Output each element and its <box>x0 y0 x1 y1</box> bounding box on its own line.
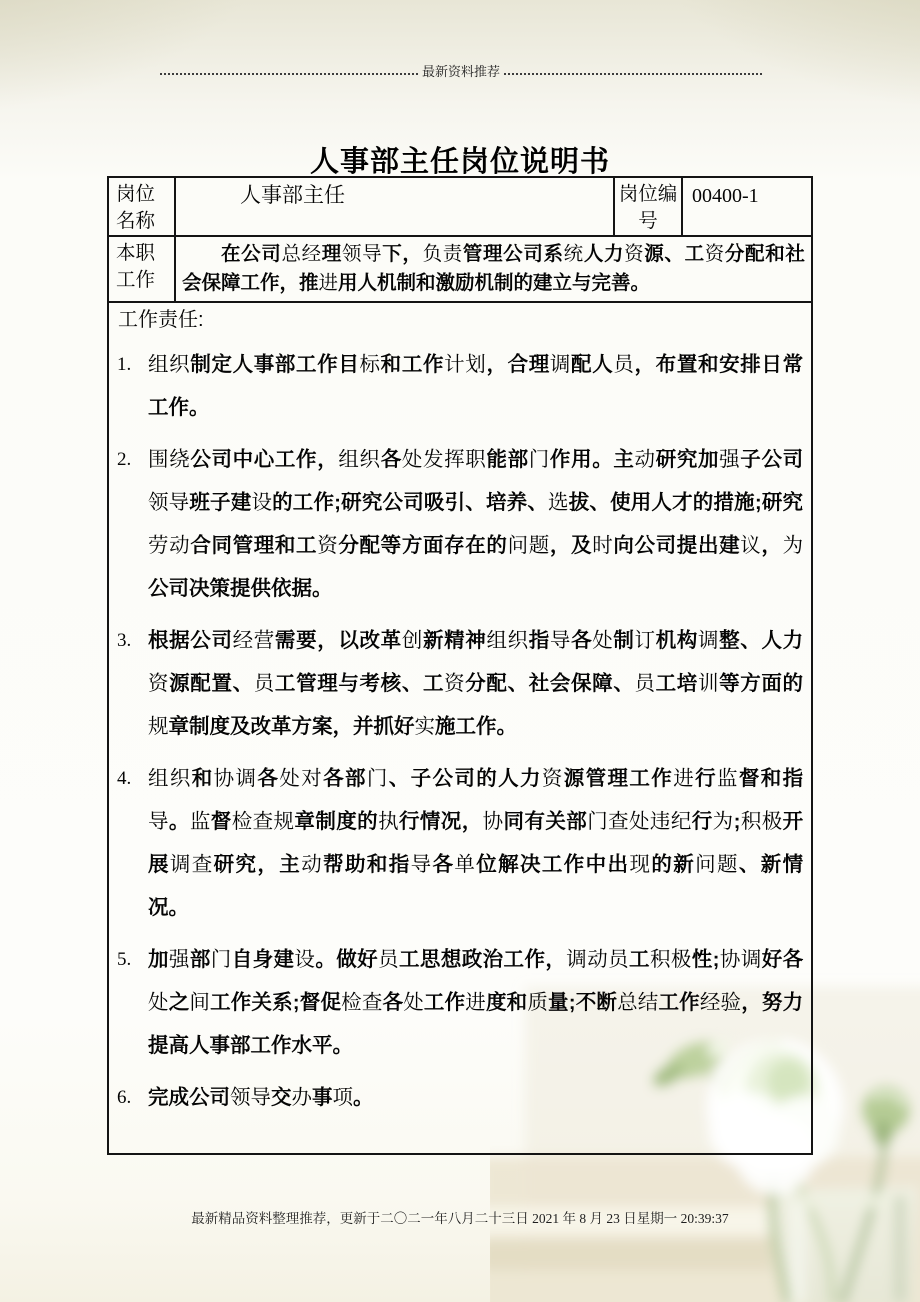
main-duty-cell <box>176 237 811 301</box>
responsibility-text: 围绕公司中心工作，组织各处发挥职能部门作用。主动研究加强子公司领导班子建设的工作;研究公司吸引、培养、选拔、使用人才的措施;研究劳动合同管理和工资分配等方面存在的问题，及时向公司提出建议，为公司决策提供依据。 <box>148 448 804 600</box>
responsibility-text: 完成公司领导交办事项。 <box>148 1086 374 1109</box>
position-name-cell: 人事部主任 <box>176 178 615 235</box>
responsibility-item <box>117 757 803 929</box>
page-title: 人事部主任岗位说明书 <box>309 146 610 178</box>
responsibility-item <box>117 438 803 610</box>
table-row-responsibilities <box>109 303 811 1153</box>
responsibility-text: 组织制定人事部工作目标和工作计划，合理调配人员，布置和安排日常工作。 <box>148 353 804 419</box>
position-name-label-cell: 岗位名称 <box>109 178 176 235</box>
responsibility-number: 3. <box>117 630 132 651</box>
responsibility-text: 加强部门自身建设。做好员工思想政治工作，调动员工积极性;协调好各处之间工作关系;督促检查各处工作进度和质量;不断总结工作经验，努力提高人事部工作水平。 <box>148 948 804 1057</box>
dotted-rule-left <box>160 61 418 75</box>
responsibility-item <box>117 938 803 1067</box>
responsibility-item <box>117 343 803 429</box>
table-row-position <box>109 178 811 237</box>
responsibility-text: 组织和协调各处对各部门、子公司的人力资源管理工作进行监督和指导。监督检查规章制度的执行情况，协同有关部门查处违纪行为;积极开展调查研究，主动帮助和指导各单位解决工作中出现的新问题、新情况。 <box>148 767 804 919</box>
responsibilities-list <box>117 334 803 1119</box>
header-note: 最新资料推荐 <box>422 64 501 79</box>
main-duty-text: 在公司总经理领导下，负责管理公司系统人力资源、工资分配和社会保障工作，推进用人机制和激励机制的建立与完善。 <box>182 243 805 294</box>
position-code-cell: 00400-1 <box>692 185 759 207</box>
responsibility-number: 1. <box>117 354 132 375</box>
job-description-table <box>107 176 813 1155</box>
table-row-main-duty <box>109 237 811 303</box>
main-duty-label-cell: 本职工作 <box>109 237 176 301</box>
position-code-label-cell: 岗位编号 <box>615 178 683 235</box>
responsibility-number: 6. <box>117 1087 132 1108</box>
responsibility-text: 根据公司经营需要，以改革创新精神组织指导各处制订机构调整、人力资源配置、员工管理与考核、工资分配、社会保障、员工培训等方面的规章制度及改革方案，并抓好实施工作。 <box>148 629 804 738</box>
responsibility-item <box>117 1076 803 1119</box>
responsibilities-label: 工作责任: <box>118 309 204 331</box>
doc-header <box>160 61 762 83</box>
dotted-rule-right <box>504 61 762 75</box>
responsibility-number: 4. <box>117 768 132 789</box>
responsibility-number: 2. <box>117 449 132 470</box>
responsibility-item <box>117 619 803 748</box>
footer-note: 最新精品资料整理推荐，更新于二〇二一年八月二十三日 2021 年 8 月 23 日星期一 20:39:37 <box>191 1211 729 1226</box>
responsibility-number: 5. <box>117 949 132 970</box>
